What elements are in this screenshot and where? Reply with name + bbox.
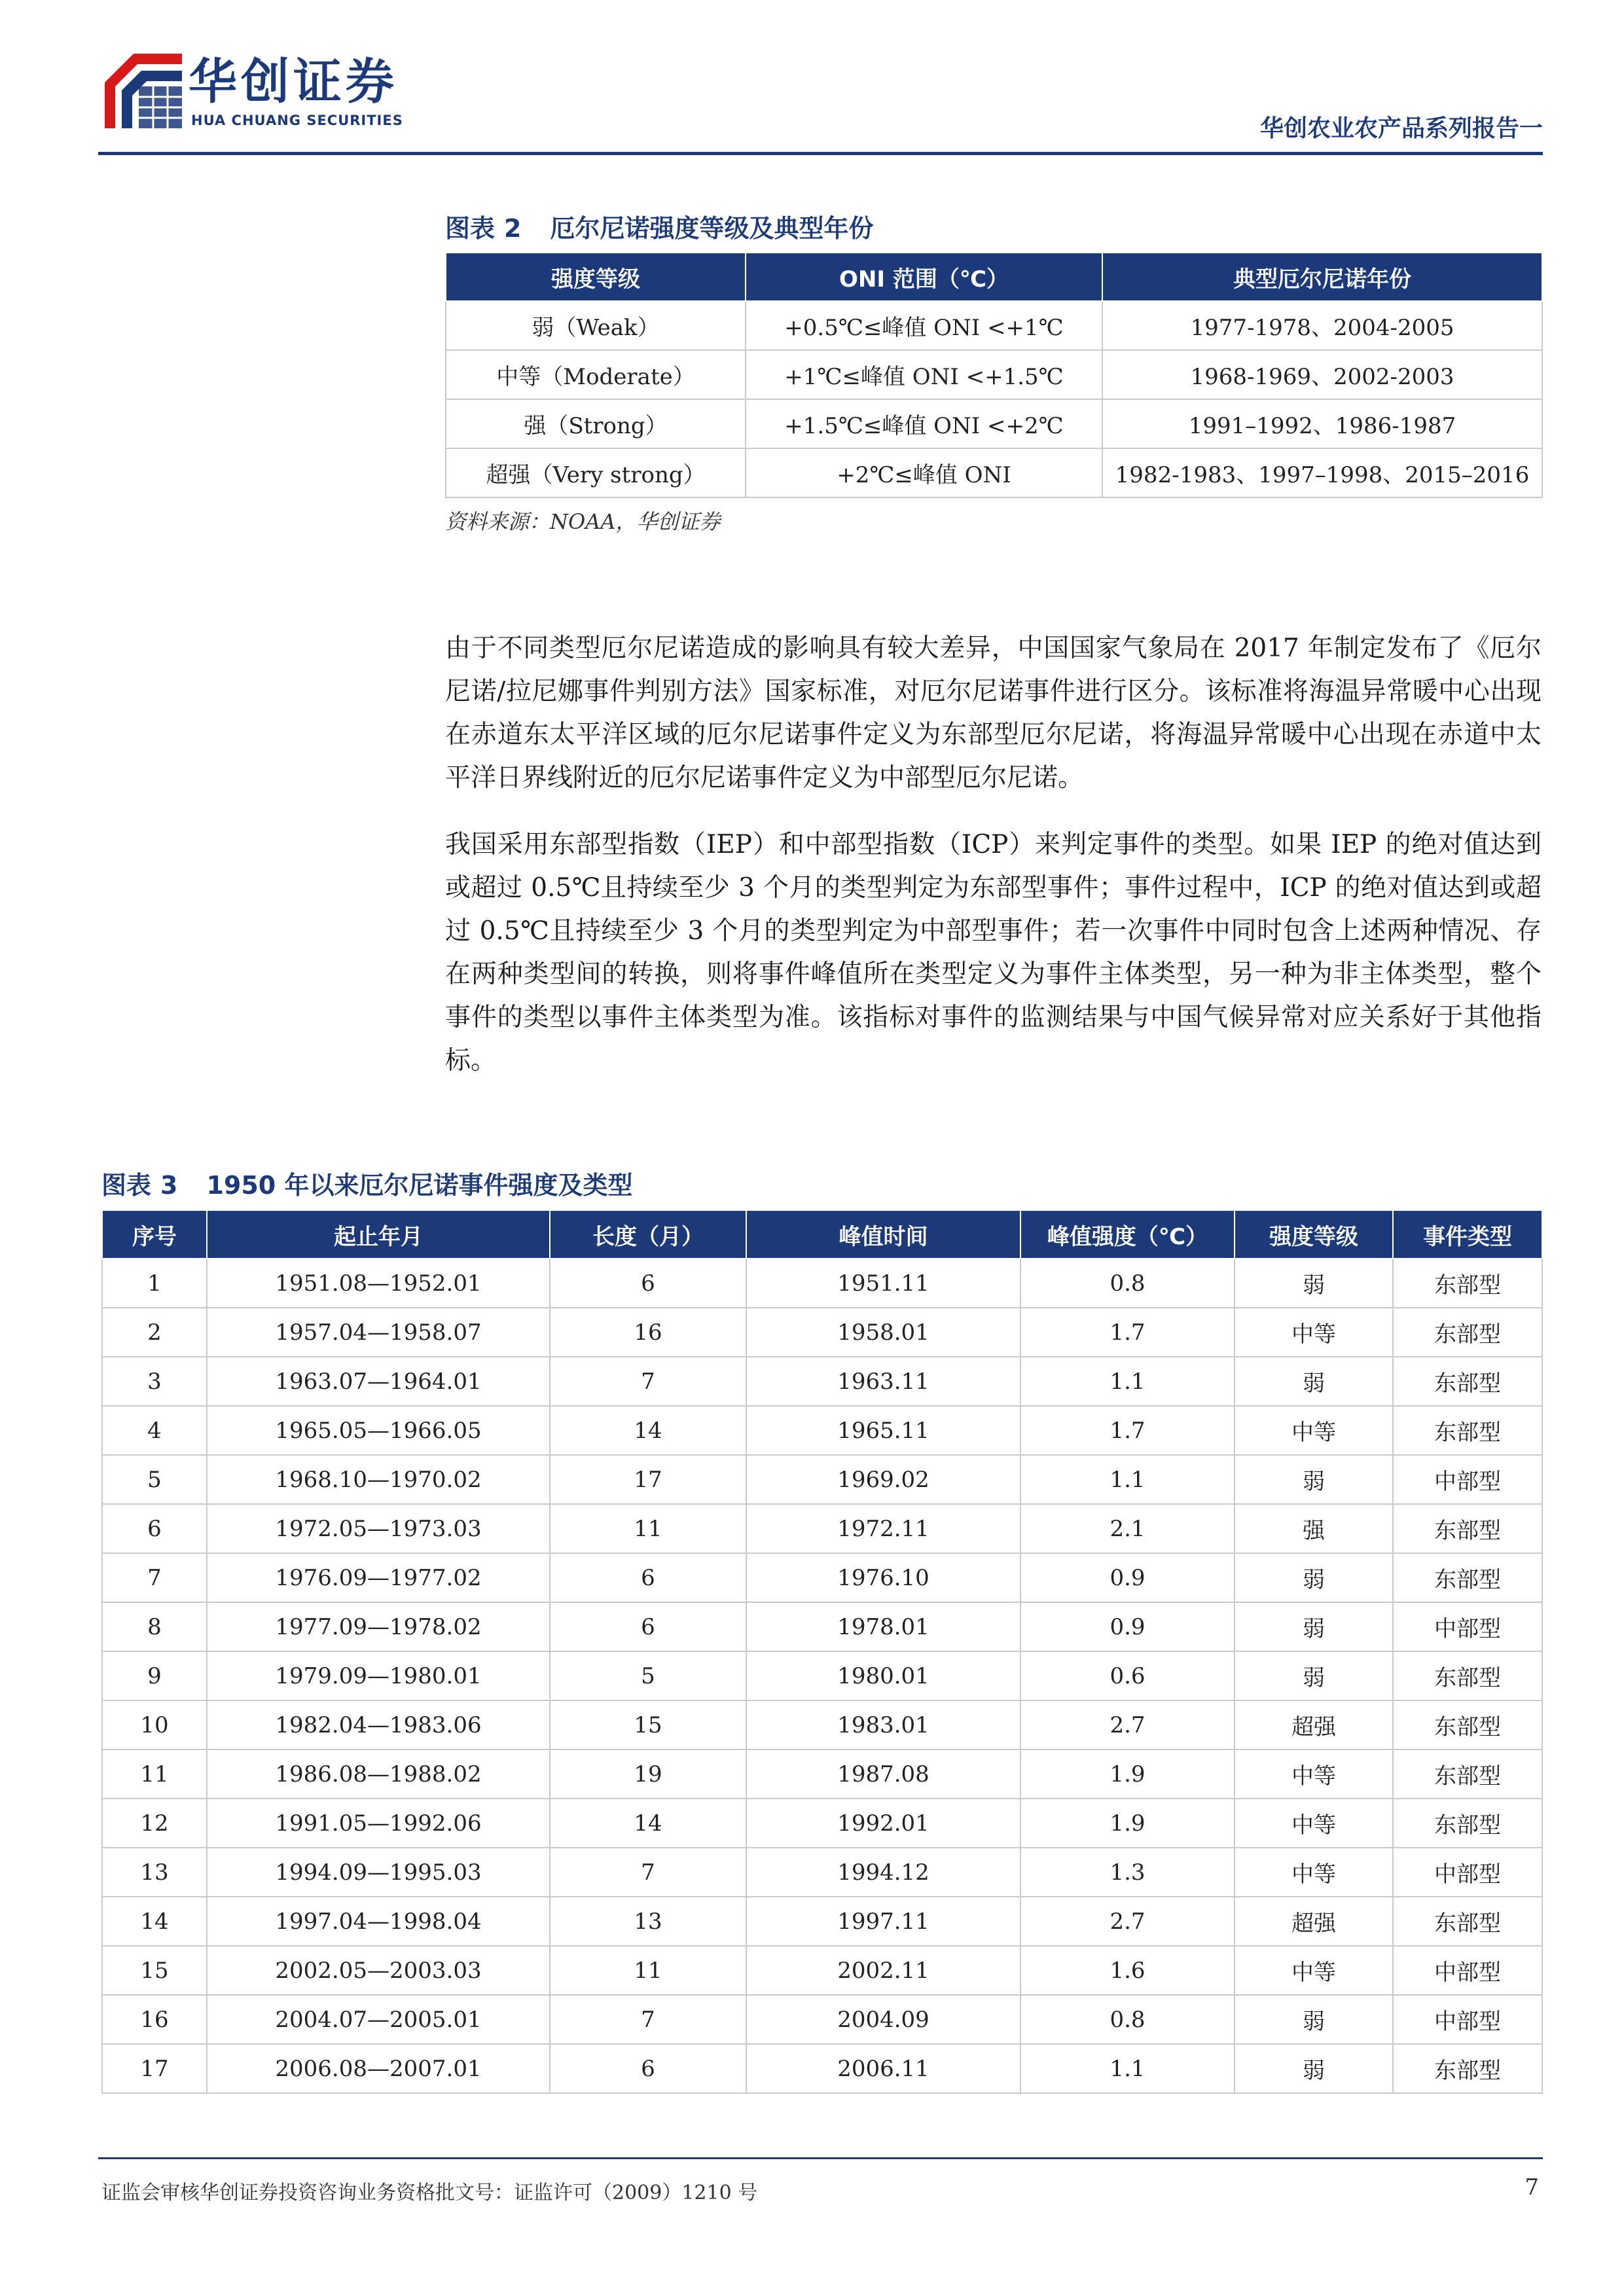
table-row	[102, 1749, 1542, 1799]
table-cell: +0.5℃≤峰值 ONI <+1℃	[746, 301, 1102, 350]
table-cell: 超强	[1235, 1897, 1393, 1946]
figure3-title: 1950 年以来厄尔尼诺事件强度及类型	[206, 1171, 633, 1200]
table-cell: 东部型	[1393, 1406, 1542, 1455]
table-cell: 超强（Very strong）	[446, 448, 746, 497]
table-cell: 14	[550, 1406, 746, 1455]
figure2-number: 2	[504, 214, 522, 243]
table-cell: 2002.05—2003.03	[207, 1946, 550, 1995]
table-cell: 17	[550, 1455, 746, 1504]
table-cell: 2	[102, 1308, 207, 1357]
table-cell: 1979.09—1980.01	[207, 1651, 550, 1700]
hua-chuang-logo-icon	[105, 54, 182, 128]
table-cell: 1980.01	[746, 1651, 1020, 1700]
table-cell: 1968.10—1970.02	[207, 1455, 550, 1504]
table-cell: 1977.09—1978.02	[207, 1602, 550, 1651]
report-series-title: 华创农业农产品系列报告一	[1259, 115, 1543, 142]
table-cell: 6	[550, 1259, 746, 1308]
table-cell: 强	[1235, 1504, 1393, 1553]
table-cell: 1994.12	[746, 1848, 1020, 1897]
table-cell: 弱	[1235, 2044, 1393, 2093]
table-cell: 东部型	[1393, 1749, 1542, 1799]
table-cell: 3	[102, 1357, 207, 1406]
table-cell: 6	[550, 1602, 746, 1651]
table-row	[102, 1259, 1542, 1308]
table-cell: 东部型	[1393, 1357, 1542, 1406]
table-row	[446, 301, 1542, 350]
paragraph-1: 由于不同类型厄尔尼诺造成的影响具有较大差异，中国国家气象局在 2017 年制定发布了《厄尔尼诺/拉尼娜事件判别方法》国家标准，对厄尔尼诺事件进行区分。该标准将海温异常暖中心出现在赤道东太平洋区域的厄尔尼诺事件定义为东部型厄尔尼诺，将海温异常暖中心出现在赤道中太平洋日界线附近的厄尔尼诺事件定义为中部型厄尔尼诺。	[445, 634, 1542, 793]
column-header: 起止年月	[207, 1210, 550, 1259]
column-header: 事件类型	[1393, 1210, 1542, 1259]
table-cell: +1.5℃≤峰值 ONI <+2℃	[746, 399, 1102, 448]
figure2-caption	[445, 208, 873, 244]
table-cell: 东部型	[1393, 1799, 1542, 1848]
table-cell: 1982.04—1983.06	[207, 1700, 550, 1749]
table-cell: 1.7	[1020, 1308, 1235, 1357]
table-cell: 7	[550, 1357, 746, 1406]
table-cell: 中等	[1235, 1406, 1393, 1455]
column-header: 峰值时间	[746, 1210, 1020, 1259]
table-cell: +1℃≤峰值 ONI <+1.5℃	[746, 350, 1102, 399]
table-cell: 1.9	[1020, 1749, 1235, 1799]
table-cell: 12	[102, 1799, 207, 1848]
table-cell: 1986.08—1988.02	[207, 1749, 550, 1799]
paragraph-2: 我国采用东部型指数（IEP）和中部型指数（ICP）来判定事件的类型。如果 IEP 的绝对值达到或超过 0.5℃且持续至少 3 个月的类型判定为东部型事件；事件过程中，ICP 的绝对值达到或超过 0.5℃且持续至少 3 个月的类型判定为中部型事件；若一次事件中同时包含上述两种情况、存在两种类型间的转换，则将事件峰值所在类型定义为事件主体类型，另一种为非主体类型，整个事件的类型以事件主体类型为准。该指标对事件的监测结果与中国气候异常对应关系好于其他指标。	[445, 830, 1542, 1075]
column-header: ONI 范围（℃）	[746, 253, 1102, 301]
table-cell: 11	[102, 1749, 207, 1799]
table-cell: 2004.09	[746, 1995, 1020, 2044]
figure3-table	[101, 1210, 1543, 2094]
figure2-source: 资料来源：NOAA，华创证券	[445, 509, 721, 534]
table-cell: 1997.11	[746, 1897, 1020, 1946]
column-header: 序号	[102, 1210, 207, 1259]
table-cell: 弱	[1235, 1602, 1393, 1651]
table-cell: 14	[550, 1799, 746, 1848]
table-cell: 1	[102, 1259, 207, 1308]
company-logo	[105, 51, 412, 136]
table-cell: 中部型	[1393, 1995, 1542, 2044]
table-cell: +2℃≤峰值 ONI	[746, 448, 1102, 497]
table-cell: 1968-1969、2002-2003	[1102, 350, 1542, 399]
table-row	[446, 448, 1542, 497]
table-cell: 弱	[1235, 1553, 1393, 1602]
table-cell: 1991.05—1992.06	[207, 1799, 550, 1848]
table-cell: 1987.08	[746, 1749, 1020, 1799]
table-row	[102, 1553, 1542, 1602]
table-header-row	[102, 1210, 1542, 1259]
table-cell: 弱	[1235, 1259, 1393, 1308]
column-header: 长度（月）	[550, 1210, 746, 1259]
column-header: 典型厄尔尼诺年份	[1102, 253, 1542, 301]
table-cell: 1972.11	[746, 1504, 1020, 1553]
table-cell: 0.9	[1020, 1553, 1235, 1602]
table-cell: 1969.02	[746, 1455, 1020, 1504]
table-cell: 1994.09—1995.03	[207, 1848, 550, 1897]
table-cell: 0.8	[1020, 1995, 1235, 2044]
table-cell: 东部型	[1393, 1504, 1542, 1553]
table-cell: 7	[550, 1848, 746, 1897]
table-cell: 15	[550, 1700, 746, 1749]
figure2-title: 厄尔尼诺强度等级及典型年份	[550, 214, 874, 243]
table-cell: 11	[550, 1946, 746, 1995]
table-row	[102, 1504, 1542, 1553]
table-cell: 1951.11	[746, 1259, 1020, 1308]
table-cell: 1.6	[1020, 1946, 1235, 1995]
table-cell: 2.1	[1020, 1504, 1235, 1553]
table-cell: 6	[550, 1553, 746, 1602]
table-cell: 1992.01	[746, 1799, 1020, 1848]
table-cell: 1951.08—1952.01	[207, 1259, 550, 1308]
table-cell: 2006.11	[746, 2044, 1020, 2093]
table-row	[102, 1357, 1542, 1406]
table-cell: 中部型	[1393, 1848, 1542, 1897]
table-cell: 东部型	[1393, 1897, 1542, 1946]
table-row	[102, 1406, 1542, 1455]
table-cell: 东部型	[1393, 1553, 1542, 1602]
table-cell: 1963.11	[746, 1357, 1020, 1406]
table-cell: 1.7	[1020, 1406, 1235, 1455]
table-cell: 0.8	[1020, 1259, 1235, 1308]
table-cell: 1963.07—1964.01	[207, 1357, 550, 1406]
table-cell: 弱（Weak）	[446, 301, 746, 350]
table-cell: 东部型	[1393, 1308, 1542, 1357]
table-row	[446, 399, 1542, 448]
table-row	[102, 1700, 1542, 1749]
table-row	[102, 1946, 1542, 1995]
logo-chinese-name: 华创证券	[189, 54, 398, 110]
table-cell: 15	[102, 1946, 207, 1995]
table-cell: 0.9	[1020, 1602, 1235, 1651]
table-cell: 1965.11	[746, 1406, 1020, 1455]
table-cell: 7	[550, 1995, 746, 2044]
table-cell: 中部型	[1393, 1455, 1542, 1504]
table-cell: 弱	[1235, 1357, 1393, 1406]
table-cell: 1976.10	[746, 1553, 1020, 1602]
table-cell: 11	[550, 1504, 746, 1553]
table-cell: 中等	[1235, 1946, 1393, 1995]
license-statement: 证监会审核华创证券投资咨询业务资格批文号：证监许可（2009）1210 号	[101, 2181, 758, 2204]
table-cell: 东部型	[1393, 1259, 1542, 1308]
table-row	[446, 350, 1542, 399]
table-row	[102, 1995, 1542, 2044]
figure3-caption	[101, 1165, 632, 1201]
table-cell: 13	[550, 1897, 746, 1946]
table-cell: 1978.01	[746, 1602, 1020, 1651]
table-cell: 中等（Moderate）	[446, 350, 746, 399]
table-row	[102, 1799, 1542, 1848]
table-cell: 中部型	[1393, 1602, 1542, 1651]
table-cell: 1957.04—1958.07	[207, 1308, 550, 1357]
logo-english-name: HUA CHUANG SECURITIES	[191, 113, 403, 128]
table-cell: 1958.01	[746, 1308, 1020, 1357]
page-number: 7	[1525, 2174, 1539, 2200]
table-cell: 中部型	[1393, 1946, 1542, 1995]
table-row	[102, 1602, 1542, 1651]
table-cell: 4	[102, 1406, 207, 1455]
table-cell: 超强	[1235, 1700, 1393, 1749]
table-cell: 1991–1992、1986-1987	[1102, 399, 1542, 448]
table-cell: 1976.09—1977.02	[207, 1553, 550, 1602]
table-cell: 中等	[1235, 1848, 1393, 1897]
table-cell: 强（Strong）	[446, 399, 746, 448]
table-row	[102, 2044, 1542, 2093]
table-cell: 1977-1978、2004-2005	[1102, 301, 1542, 350]
table-header-row	[446, 253, 1542, 301]
table-cell: 1.9	[1020, 1799, 1235, 1848]
table-cell: 16	[102, 1995, 207, 2044]
column-header: 强度等级	[1235, 1210, 1393, 1259]
table-cell: 1.1	[1020, 1455, 1235, 1504]
column-header: 强度等级	[446, 253, 746, 301]
table-cell: 14	[102, 1897, 207, 1946]
figure3-label: 图表	[101, 1171, 152, 1200]
table-cell: 1997.04—1998.04	[207, 1897, 550, 1946]
column-header: 峰值强度（℃）	[1020, 1210, 1235, 1259]
table-row	[102, 1897, 1542, 1946]
table-row	[102, 1651, 1542, 1700]
table-cell: 1.1	[1020, 2044, 1235, 2093]
table-cell: 19	[550, 1749, 746, 1799]
table-cell: 2.7	[1020, 1700, 1235, 1749]
table-cell: 1982-1983、1997–1998、2015–2016	[1102, 448, 1542, 497]
table-cell: 1983.01	[746, 1700, 1020, 1749]
figure2-table	[445, 252, 1543, 498]
table-cell: 9	[102, 1651, 207, 1700]
table-cell: 2006.08—2007.01	[207, 2044, 550, 2093]
table-cell: 5	[550, 1651, 746, 1700]
table-cell: 13	[102, 1848, 207, 1897]
table-cell: 东部型	[1393, 1700, 1542, 1749]
table-cell: 弱	[1235, 1455, 1393, 1504]
table-cell: 8	[102, 1602, 207, 1651]
table-cell: 东部型	[1393, 1651, 1542, 1700]
table-cell: 17	[102, 2044, 207, 2093]
table-row	[102, 1308, 1542, 1357]
table-cell: 5	[102, 1455, 207, 1504]
table-cell: 中等	[1235, 1799, 1393, 1848]
table-cell: 2002.11	[746, 1946, 1020, 1995]
table-cell: 1965.05—1966.05	[207, 1406, 550, 1455]
figure3-number: 3	[160, 1171, 178, 1200]
header-divider	[98, 152, 1543, 155]
table-cell: 2004.07—2005.01	[207, 1995, 550, 2044]
table-cell: 中等	[1235, 1749, 1393, 1799]
table-cell: 16	[550, 1308, 746, 1357]
table-cell: 10	[102, 1700, 207, 1749]
table-cell: 6	[102, 1504, 207, 1553]
table-cell: 1972.05—1973.03	[207, 1504, 550, 1553]
table-cell: 6	[550, 2044, 746, 2093]
table-cell: 0.6	[1020, 1651, 1235, 1700]
table-cell: 1.3	[1020, 1848, 1235, 1897]
table-cell: 2.7	[1020, 1897, 1235, 1946]
table-cell: 弱	[1235, 1995, 1393, 2044]
table-row	[102, 1848, 1542, 1897]
figure2-label: 图表	[445, 214, 496, 243]
table-cell: 中等	[1235, 1308, 1393, 1357]
footer-divider	[98, 2157, 1543, 2159]
table-cell: 7	[102, 1553, 207, 1602]
table-cell: 弱	[1235, 1651, 1393, 1700]
table-cell: 1.1	[1020, 1357, 1235, 1406]
table-row	[102, 1455, 1542, 1504]
table-cell: 东部型	[1393, 2044, 1542, 2093]
